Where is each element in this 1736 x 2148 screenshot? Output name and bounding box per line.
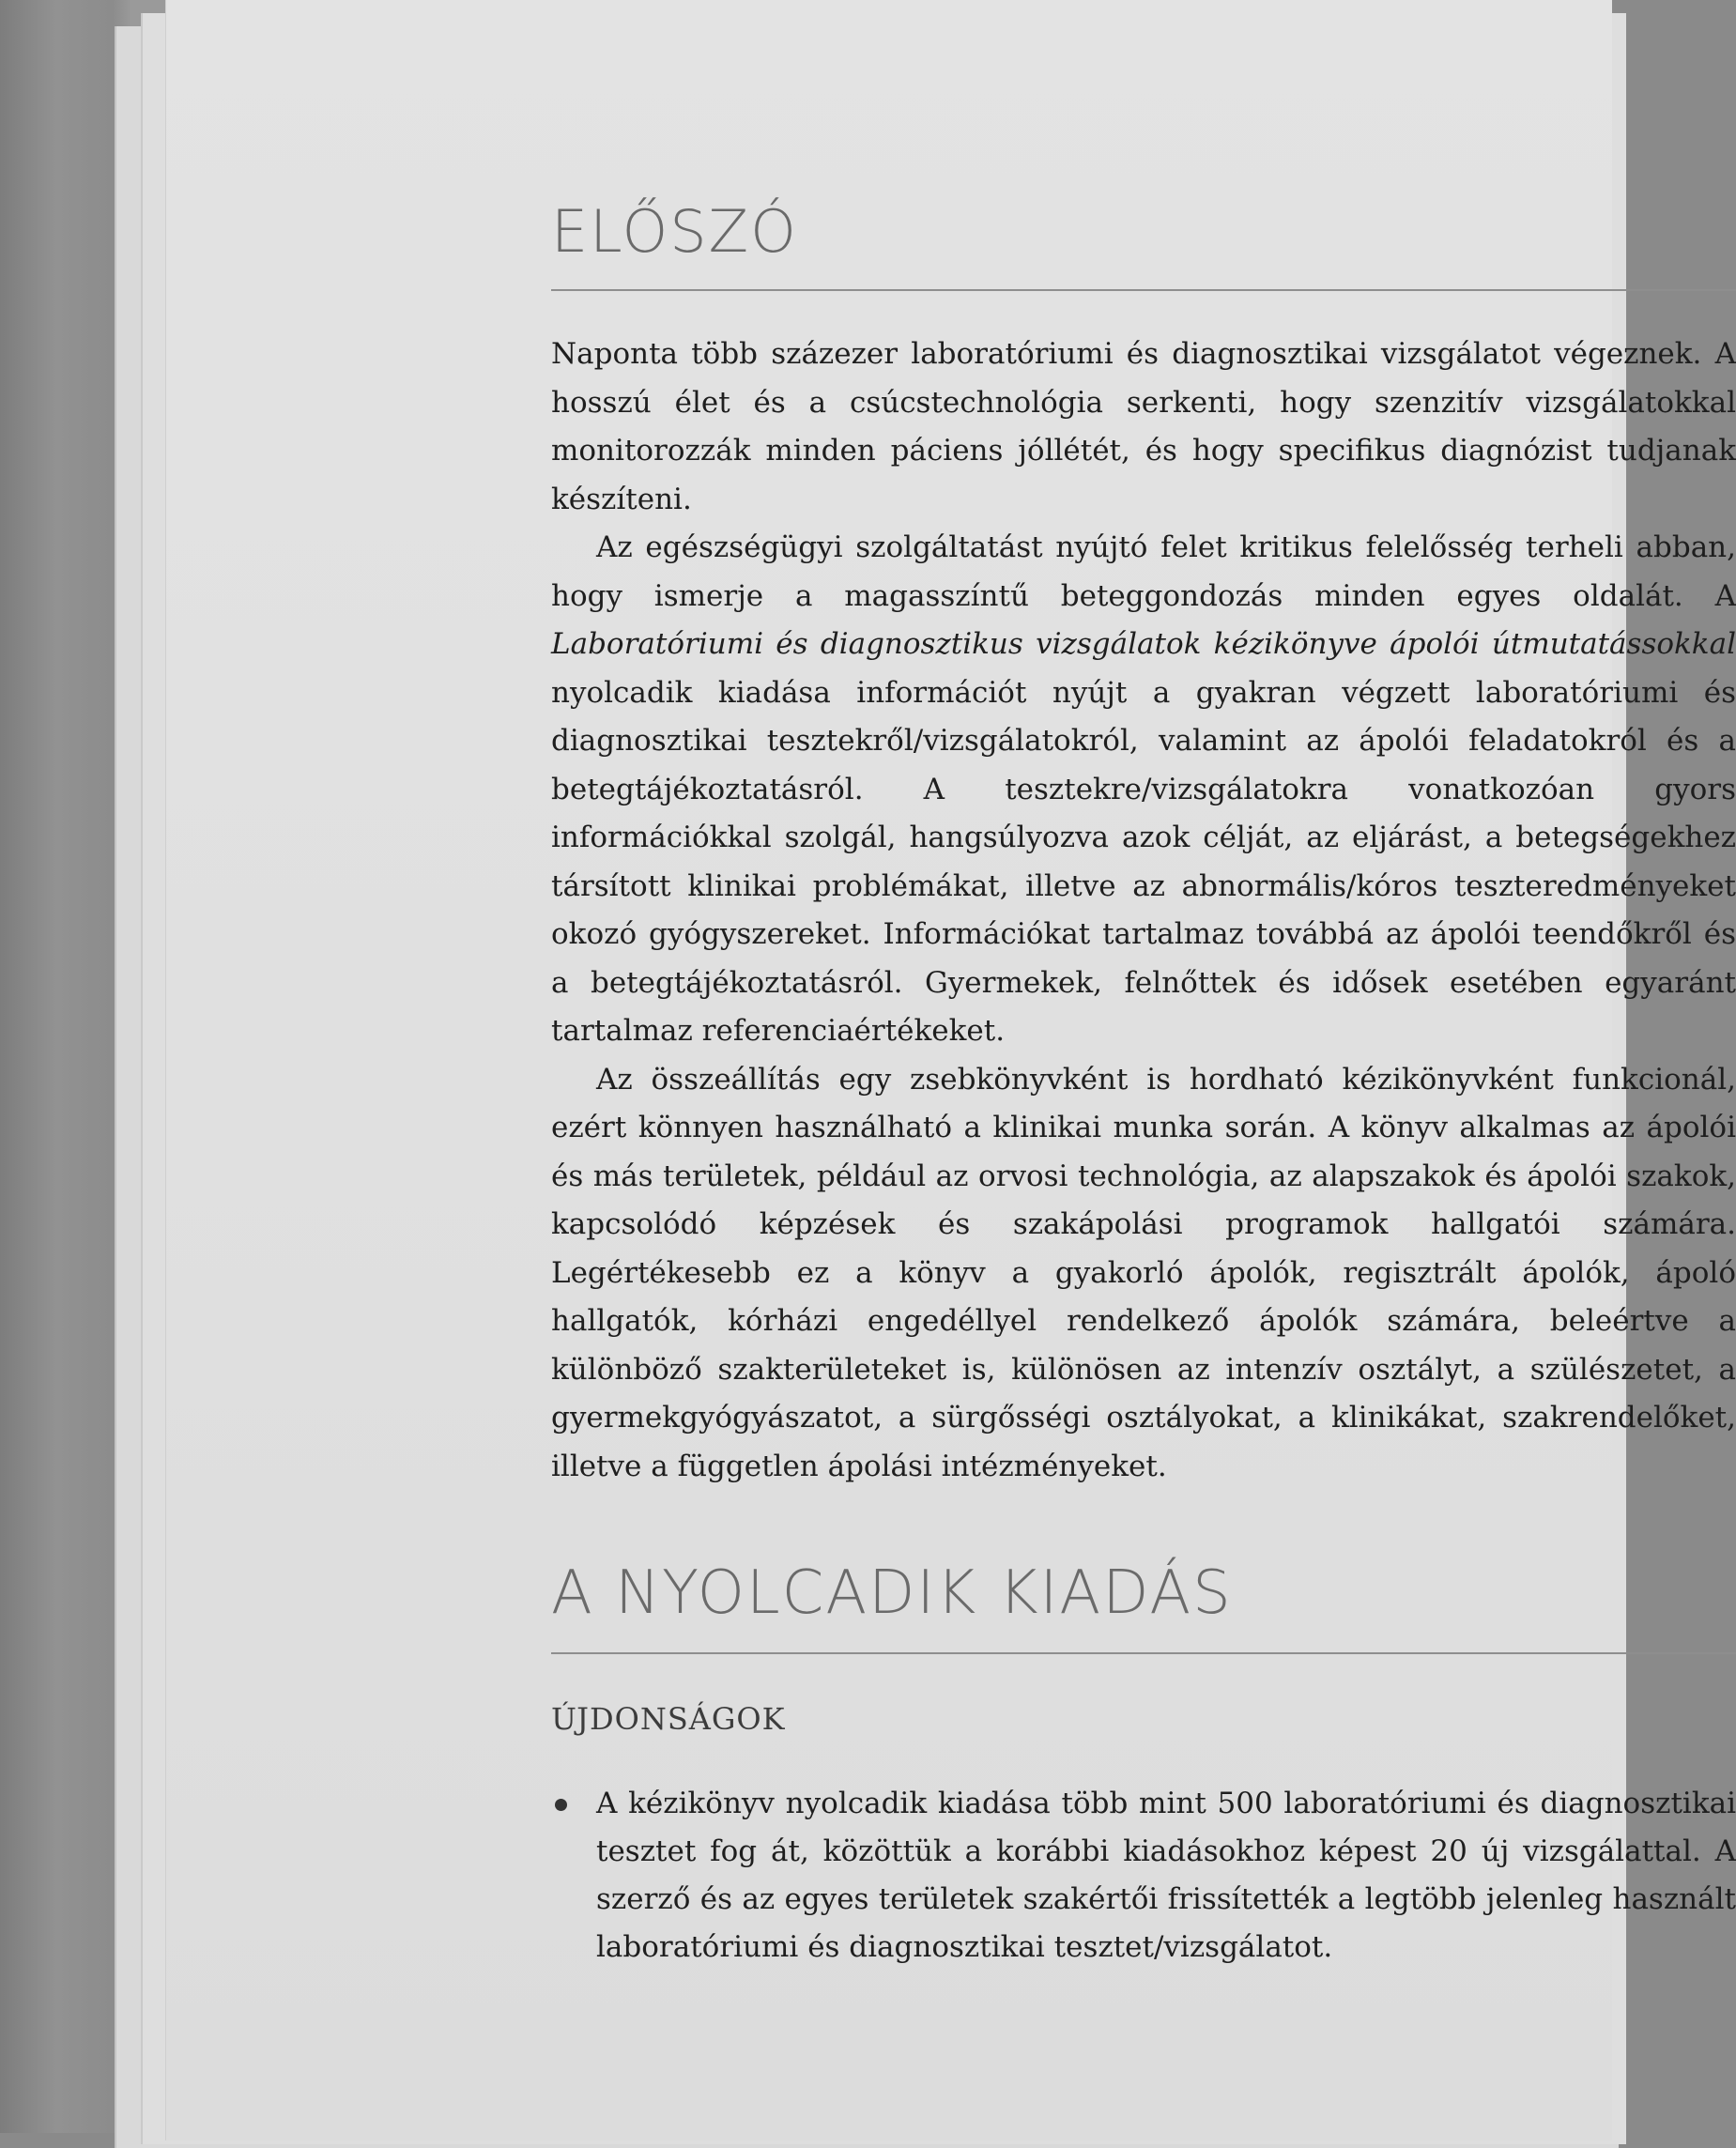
bullet-icon <box>555 1799 567 1811</box>
subsection-title-ujdonsagok: ÚJDONSÁGOK <box>551 1701 786 1737</box>
list-item-text: A kézikönyv nyolcadik kiadása több mint 500 laboratóriumi és diagnosztikai tesztet fog át, közöttük a korábbi kiadásokhoz képest 20 új vizsgálattal. A szerző és az egyes területek szakértői frissítették a legtöbb jelenleg használt laboratóriumi és diagnosztikai tesztet/vizsgálatot. <box>596 1787 1736 1964</box>
title-divider <box>551 289 1736 291</box>
preface-body <box>551 330 1736 1491</box>
paragraph: Az összeállítás egy zsebkönyvként is hordható kézikönyvként funkcionál, ezért könnyen használható a klinikai munka során. A könyv alkalmas az ápolói és más területek, például az orvosi technológia, az alapszakok és ápolói szakok, kapcsolódó képzések és szakápolási programok hallgatói számára. Legértékesebb ez a könyv a gyakorló ápolók, regisztrált ápolók, ápoló hallgatók, kórházi engedéllyel rendelkező ápolók számára, beleértve a különböző szakterületeket is, különösen az intenzív osztályt, a szülészetet, a gyermekgyógyászatot, a sürgősségi osztályokat, a klinikákat, szakrendelőket, illetve a független ápolási intézményeket. <box>551 1062 1736 1483</box>
paragraph: Naponta több százezer laboratóriumi és diagnosztikai vizsgálatot végeznek. A hosszú élet és a csúcstechnológia serkenti, hogy szenzitív vizsgálatokkal monitorozzák minden páciens jóllétét, és hogy specifikus diagnózist tudjanak készíteni. <box>551 337 1736 516</box>
paragraph <box>551 524 1736 1056</box>
book-page <box>165 0 1736 2140</box>
list-item <box>551 1780 1736 1972</box>
book-title-italic: Laboratóriumi és diagnosztikus vizsgálatok kézikönyve ápolói útmutatássokkal <box>551 627 1736 661</box>
section-title-nyolcadik-kiadas: A NYOLCADIK KIADÁS <box>551 1558 1233 1628</box>
paragraph-text: nyolcadik kiadása információt nyújt a gyakran végzett laboratóriumi és diagnosztikai tesztekről/vizsgálatokról, valamint az ápolói feladatokról és a betegtájékoztatásról. A tesztekre/vizsgálatokra vonatkozóan gyors információkkal szolgál, hangsúlyozva azok célját, az eljárást, a betegségekhez társított klinikai problémákat, illetve az abnormális/kóros teszteredményeket okozó gyógyszereket. Információkat tartalmaz továbbá az ápolói teendőkről és a betegtájékoztatásról. Gyermekek, felnőttek és idősek esetében egyaránt tartalmaz referenciaértékeket. <box>551 675 1736 1048</box>
title-divider <box>551 1652 1736 1654</box>
paragraph-text: Az egészségügyi szolgáltatást nyújtó felet kritikus felelősség terheli abban, hogy ismerje a magasszíntű beteggondozás minden egyes oldalát. A <box>551 530 1736 613</box>
section-title-eloszo: ELŐSZÓ <box>551 197 798 266</box>
bullet-list <box>551 1780 1736 1972</box>
